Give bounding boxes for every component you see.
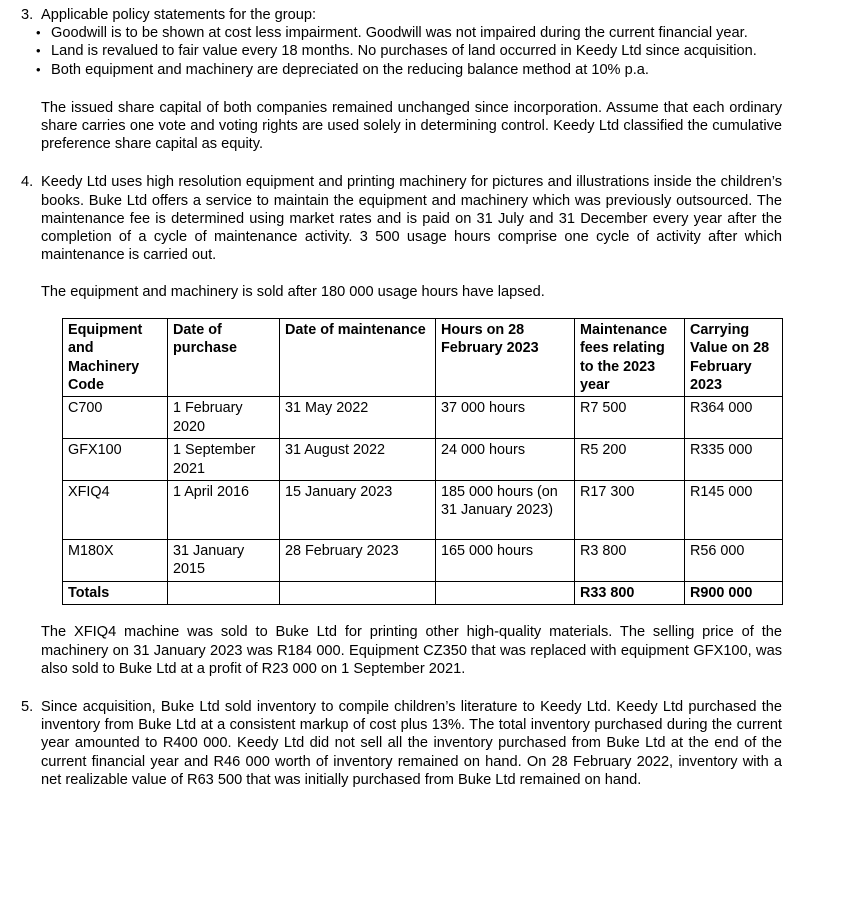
item-3-closing-body <box>41 99 841 154</box>
item-4-after-table-row <box>0 623 841 678</box>
table-header <box>63 318 783 397</box>
cell-maintenance-fees: R3 800 <box>575 540 685 582</box>
cell-hours: 165 000 hours <box>436 540 575 582</box>
equipment-machinery-table <box>62 318 783 605</box>
item-4-paragraph-2: The equipment and machinery is sold after 180 000 usage hours have lapsed. <box>41 283 545 300</box>
cell-maintenance-fees: R7 500 <box>575 397 685 439</box>
list-item <box>0 61 841 79</box>
item-3-closing-row <box>0 99 841 154</box>
column-header-maintenance-fees: Maintenance fees relating to the 2023 year <box>575 318 685 397</box>
cell-date-of-maintenance: 31 May 2022 <box>280 397 436 439</box>
cell-totals-carrying-value: R900 000 <box>685 581 783 604</box>
equipment-table-wrapper <box>62 318 782 605</box>
item-body-5 <box>41 698 841 789</box>
bullet-text: Land is revalued to fair value every 18 months. No purchases of land occurred in Keedy Ltd since acquisition. <box>51 43 757 60</box>
cell-code: C700 <box>63 397 168 439</box>
cell-carrying-value: R335 000 <box>685 439 783 481</box>
table-header-row <box>63 318 783 397</box>
item-number-5: 5. <box>21 698 34 715</box>
item-3-intro: Applicable policy statements for the group: <box>41 7 317 23</box>
column-header-date-of-purchase: Date of purchase <box>168 318 280 397</box>
column-header-carrying-value: Carrying Value on 28 February 2023 <box>685 318 783 397</box>
cell-code: GFX100 <box>63 439 168 481</box>
cell-maintenance-fees: R5 200 <box>575 439 685 481</box>
table-row <box>63 397 783 439</box>
spacer <box>0 678 841 698</box>
item-body-3 <box>41 6 841 24</box>
spacer <box>0 153 841 173</box>
column-header-hours: Hours on 28 February 2023 <box>436 318 575 397</box>
numbered-item-3 <box>0 6 841 24</box>
spacer <box>0 79 841 99</box>
column-header-date-of-maintenance: Date of maintenance <box>280 318 436 397</box>
cell-hours: 185 000 hours (on 31 January 2023) <box>436 481 575 540</box>
cell-hours: 37 000 hours <box>436 397 575 439</box>
cell-carrying-value: R145 000 <box>685 481 783 540</box>
item-number-4: 4. <box>21 174 34 191</box>
cell-totals-date-of-maintenance <box>280 581 436 604</box>
item-number-3: 3. <box>21 7 34 23</box>
cell-code: XFIQ4 <box>63 481 168 540</box>
cell-hours: 24 000 hours <box>436 439 575 481</box>
item-body-4 <box>41 173 841 300</box>
table-body <box>63 397 783 605</box>
table-row <box>63 481 783 540</box>
cell-date-of-maintenance: 31 August 2022 <box>280 439 436 481</box>
column-header-code: Equipment and Machinery Code <box>63 318 168 397</box>
cell-maintenance-fees: R17 300 <box>575 481 685 540</box>
cell-date-of-purchase: 1 April 2016 <box>168 481 280 540</box>
spacer <box>0 605 841 623</box>
bullet-dot-icon: • <box>36 25 41 41</box>
item-4-paragraph-3: The XFIQ4 machine was sold to Buke Ltd for printing other high-quality materials. The selling price of the machinery on 31 January 2023 was R184 000. Equipment CZ350 that was replaced with equipment GFX100, was also sold to Buke Ltd at a profit of R23 000 on 1 September 2021. <box>41 624 782 677</box>
cell-totals-date-of-purchase <box>168 581 280 604</box>
cell-date-of-purchase: 1 September 2021 <box>168 439 280 481</box>
policy-bullet-list <box>0 24 841 79</box>
cell-date-of-maintenance: 15 January 2023 <box>280 481 436 540</box>
cell-date-of-purchase: 31 January 2015 <box>168 540 280 582</box>
bullet-dot-icon: • <box>36 61 41 77</box>
table-row <box>63 540 783 582</box>
cell-carrying-value: R364 000 <box>685 397 783 439</box>
cell-carrying-value: R56 000 <box>685 540 783 582</box>
item-5-paragraph-1: Since acquisition, Buke Ltd sold inventory to compile children’s literature to Keedy Ltd. Keedy Ltd purchased the inventory from Buke Ltd at a consistent markup of cost plus 13%. The total inventory purchased during the current year amounted to R400 000. Keedy Ltd did not sell all the inventory purchased from Buke Ltd at the end of the current financial year and R46 000 worth of inventory remained on hand. On 28 February 2022, inventory with a net realizable value of R63 500 that was initially purchased from Buke Ltd remained on hand. <box>41 698 782 788</box>
numbered-item-5 <box>0 698 841 789</box>
cell-date-of-maintenance: 28 February 2023 <box>280 540 436 582</box>
cell-totals-maintenance-fees: R33 800 <box>575 581 685 604</box>
bullet-dot-icon: • <box>36 43 41 59</box>
item-3-closing-paragraph: The issued share capital of both companies remained unchanged since incorporation. Assume that each ordinary share carries one vote and voting rights are used solely in determining control. Keedy Ltd classified the cumulative preference share capital as equity. <box>41 99 782 153</box>
list-item <box>0 42 841 60</box>
item-4-paragraph-1: Keedy Ltd uses high resolution equipment and printing machinery for pictures and illustrations inside the children’s books. Buke Ltd offers a service to maintain the equipment and machinery which was previously outsourced. The maintenance fee is determined using market rates and is paid on 31 July and 31 December every year after the completion of a cycle of maintenance activity. 3 500 usage hours comprise one cycle of activity after which maintenance is carried out. <box>41 174 782 264</box>
table-row <box>63 439 783 481</box>
item-4-after-table-body <box>41 623 841 678</box>
table-totals-row <box>63 581 783 604</box>
bullet-text: Both equipment and machinery are depreciated on the reducing balance method at 10% p.a. <box>51 61 649 78</box>
cell-totals-label: Totals <box>63 581 168 604</box>
cell-date-of-purchase: 1 February 2020 <box>168 397 280 439</box>
list-item <box>0 24 841 42</box>
bullet-text: Goodwill is to be shown at cost less impairment. Goodwill was not impaired during the current financial year. <box>51 25 748 42</box>
numbered-item-4 <box>0 173 841 300</box>
cell-totals-hours <box>436 581 575 604</box>
cell-code: M180X <box>63 540 168 582</box>
